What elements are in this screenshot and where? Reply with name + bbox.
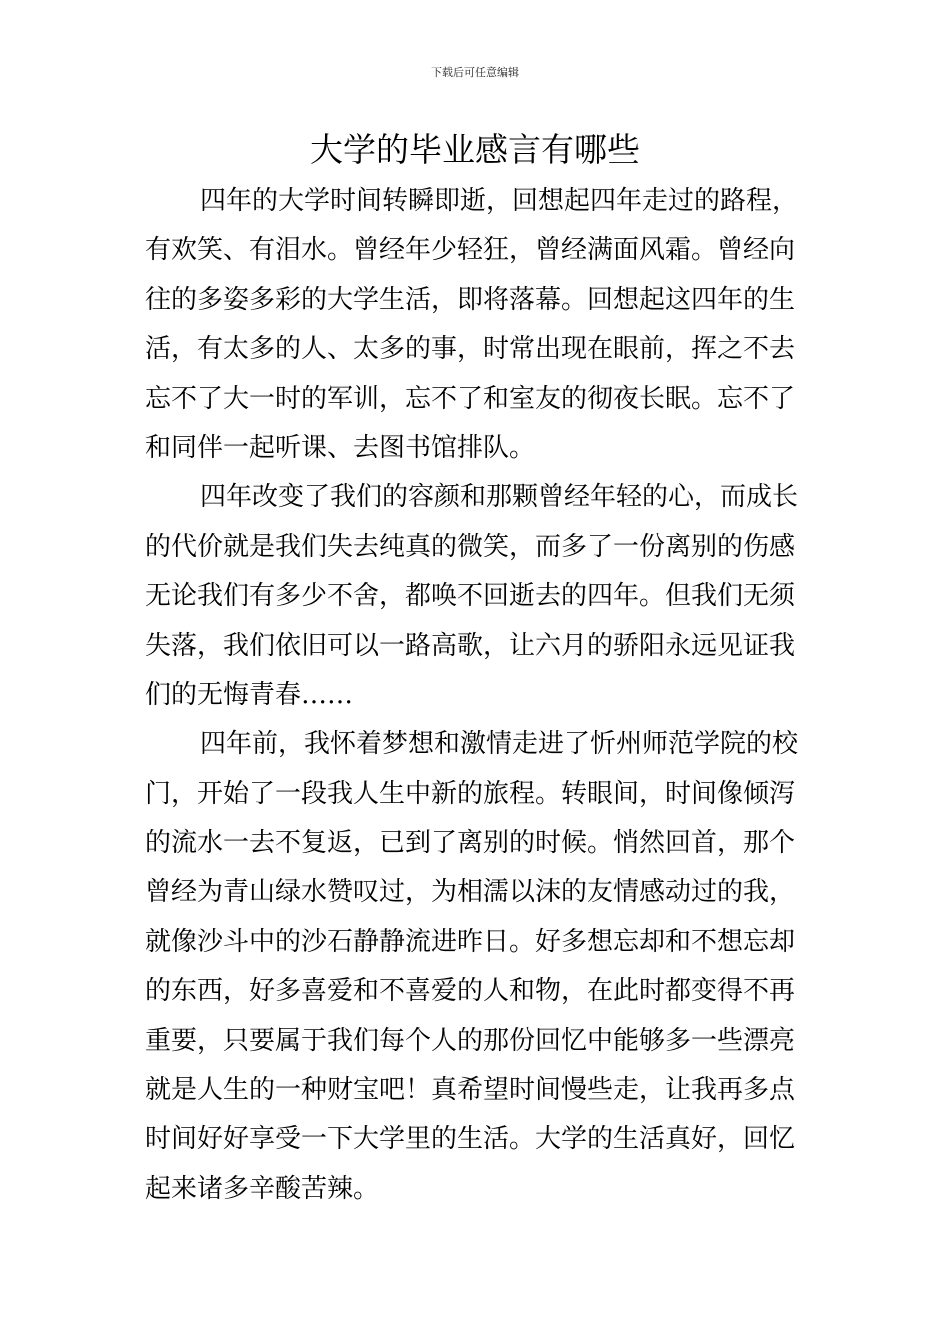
text-line: 活，有太多的人、太多的事，时常出现在眼前，挥之不去: [145, 334, 796, 365]
text-line: 的代价就是我们失去纯真的微笑，而多了一份离别的伤感: [145, 531, 796, 562]
text-line: 失落，我们依旧可以一路高歌，让六月的骄阳永远见证我: [145, 630, 796, 661]
text-line: 无论我们有多少不舍，都唤不回逝去的四年。但我们无须: [145, 581, 796, 612]
text-line: 四年改变了我们的容颜和那颗曾经年轻的心，而成长: [200, 482, 799, 513]
paragraph-3: [145, 720, 810, 1214]
text-line: 门，开始了一段我人生中新的旅程。转眼间，时间像倾泻: [145, 778, 796, 809]
text-line: 就是人生的一种财宝吧！真希望时间慢些走，让我再多点: [145, 1075, 796, 1106]
text-line: 四年的大学时间转瞬即逝，回想起四年走过的路程，: [200, 186, 799, 216]
text-line: 时间好好享受一下大学里的生活。大学的生活真好，回忆: [145, 1124, 796, 1155]
text-line: 往的多姿多彩的大学生活，即将落幕。回想起这四年的生: [145, 284, 796, 315]
text-line: 重要，只要属于我们每个人的那份回忆中能够多一些漂亮: [145, 1025, 796, 1056]
header-note: 下载后可任意编辑: [431, 66, 519, 79]
text-line: 起来诸多辛酸苦辣。: [145, 1173, 380, 1204]
text-line: 们的无悔青春……: [145, 679, 354, 710]
document-body: [145, 177, 810, 1214]
paragraph-1: [145, 177, 810, 473]
paragraph-2: [145, 473, 810, 720]
text-line: 就像沙斗中的沙石静静流进昨日。好多想忘却和不想忘却: [145, 926, 796, 957]
document-title: 大学的毕业感言有哪些: [310, 130, 640, 169]
text-line: 忘不了大一时的军训，忘不了和室友的彻夜长眠。忘不了: [145, 383, 796, 414]
text-line: 的东西，好多喜爱和不喜爱的人和物，在此时都变得不再: [145, 976, 796, 1007]
text-line: 四年前，我怀着梦想和激情走进了忻州师范学院的校: [200, 729, 799, 760]
text-line: 有欢笑、有泪水。曾经年少轻狂，曾经满面风霜。曾经向: [145, 235, 796, 266]
text-line: 曾经为青山绿水赞叹过，为相濡以沫的友情感动过的我，: [145, 877, 796, 908]
text-line: 的流水一去不复返，已到了离别的时候。悄然回首，那个: [145, 828, 796, 859]
text-line: 和同伴一起听课、去图书馆排队。: [145, 432, 536, 463]
